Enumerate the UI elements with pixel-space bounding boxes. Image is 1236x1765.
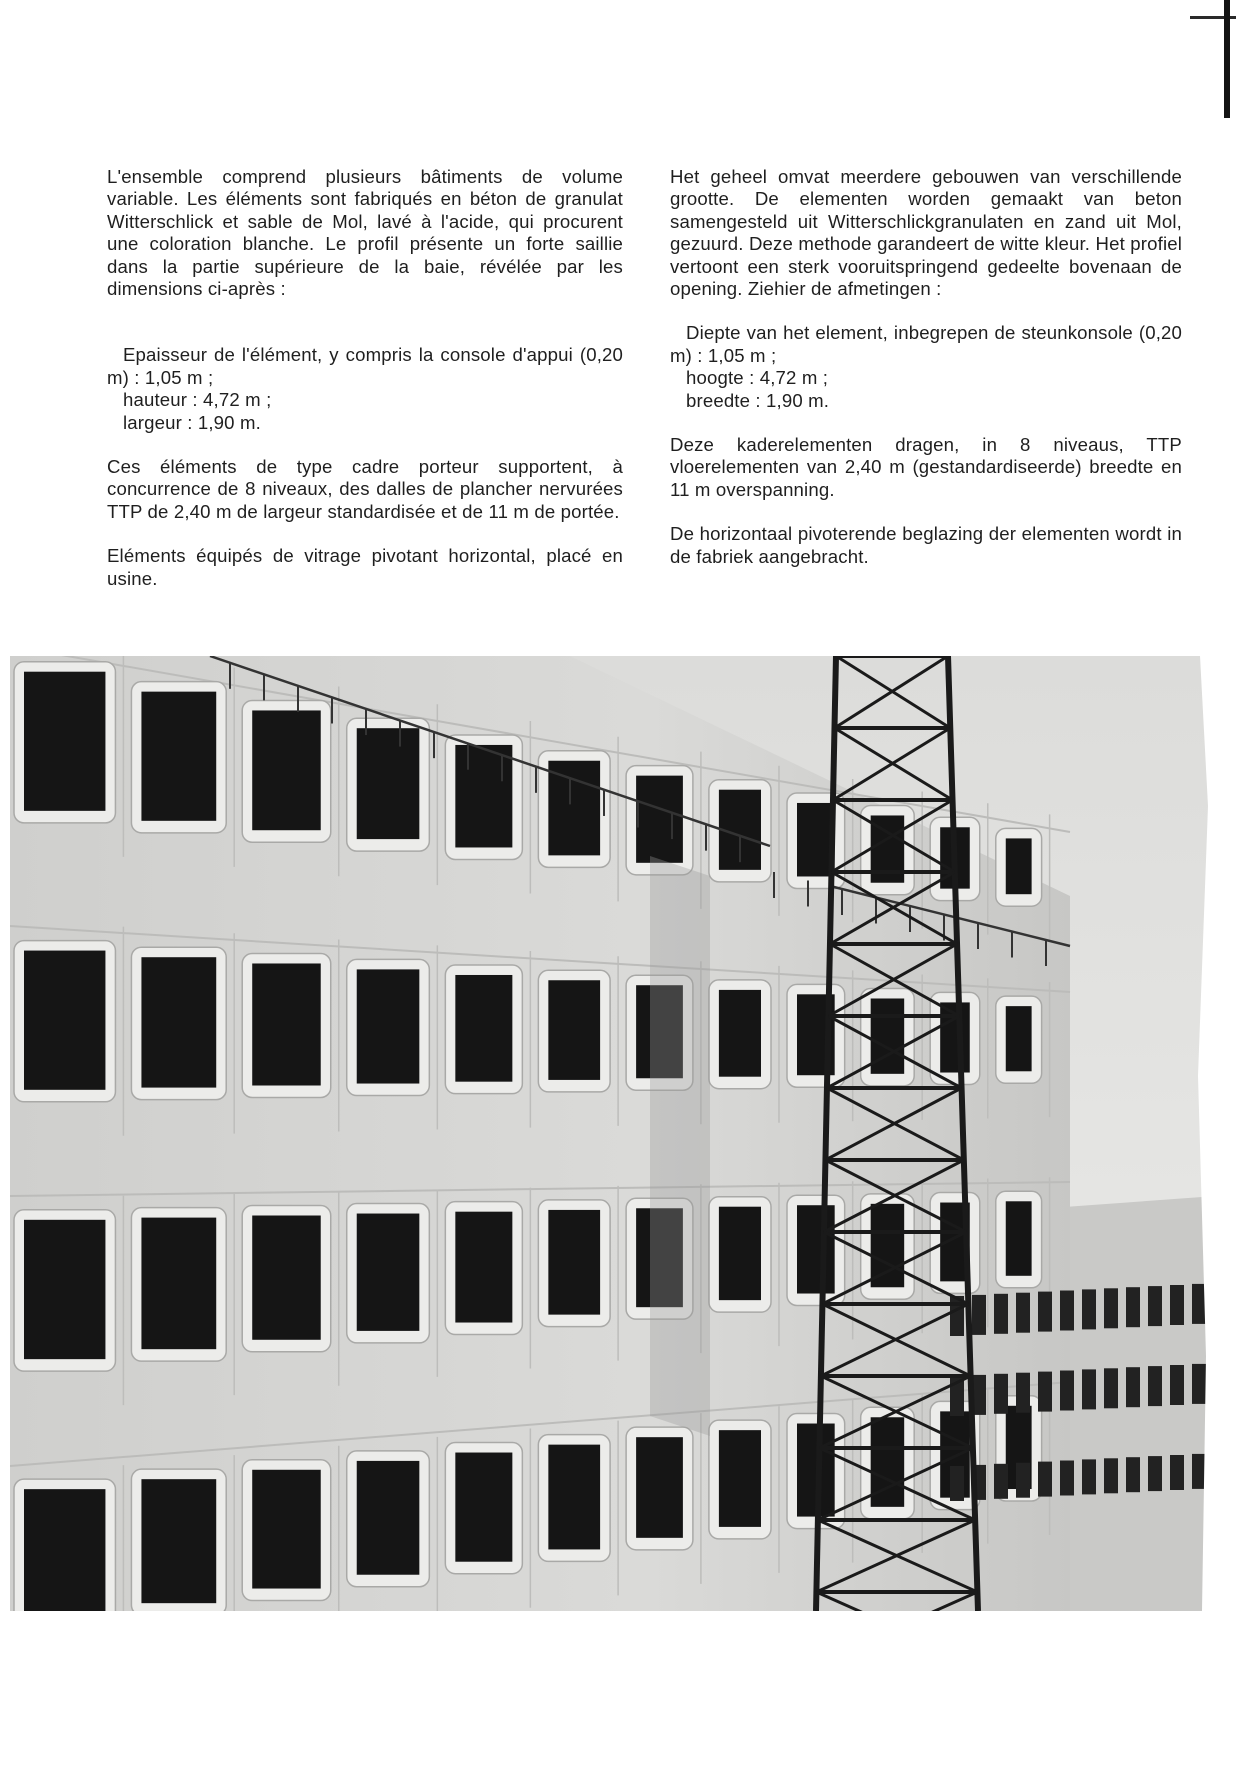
window-glass [1126, 1367, 1140, 1407]
window-glass [1006, 1201, 1032, 1276]
window-glass [252, 1216, 321, 1340]
window-glass [1016, 1463, 1030, 1498]
dutch-column [670, 166, 1182, 568]
window-glass [1170, 1365, 1184, 1405]
dutch-glazing: De horizontaal pivoterende beglazing der elementen wordt in de fabriek aangebracht. [670, 523, 1182, 567]
window-glass [1192, 1284, 1206, 1324]
window-glass [1060, 1461, 1074, 1496]
window-glass [1192, 1364, 1206, 1404]
window-glass [1060, 1371, 1074, 1411]
dutch-dimension-height: hoogte : 4,72 m ; [686, 367, 829, 389]
window-glass [1082, 1369, 1096, 1409]
window-glass [636, 1437, 683, 1538]
building-facade-photo [10, 656, 1216, 1611]
window-glass [1038, 1292, 1052, 1332]
window-glass [455, 1453, 512, 1562]
window-glass [972, 1295, 986, 1335]
window-glass [252, 963, 321, 1085]
window-glass [1148, 1456, 1162, 1491]
window-glass [1016, 1293, 1030, 1333]
window-glass [141, 1479, 216, 1603]
window-glass [1038, 1372, 1052, 1412]
window-glass [1082, 1459, 1096, 1494]
french-dimension-width: largeur : 1,90 m. [123, 411, 261, 433]
window-glass [719, 1207, 761, 1300]
window-glass [141, 692, 216, 821]
window-glass [719, 1430, 761, 1527]
french-dimension-depth: Epaisseur de l'élément, y compris la console d'appui (0,20 m) : 1,05 m ; [107, 344, 623, 388]
window-glass [141, 957, 216, 1087]
window-glass [24, 1220, 105, 1359]
window-glass [719, 990, 761, 1077]
window-glass [1170, 1455, 1184, 1490]
window-glass [252, 1470, 321, 1589]
window-glass [1016, 1373, 1030, 1413]
window-glass [24, 1489, 105, 1611]
window-glass [1148, 1286, 1162, 1326]
window-glass [1148, 1366, 1162, 1406]
window-glass [1192, 1454, 1206, 1489]
window-glass [1006, 838, 1032, 894]
dutch-structure: Deze kaderelementen dragen, in 8 niveaus, TTP vloerelementen van 2,40 m (gestandardiseerde) breedte en 11 m overspanning. [670, 434, 1182, 500]
window-glass [24, 672, 105, 811]
window-glass [252, 710, 321, 830]
window-glass [1060, 1291, 1074, 1331]
window-glass [1170, 1285, 1184, 1325]
window-glass [950, 1466, 964, 1501]
window-glass [1126, 1287, 1140, 1327]
window-glass [871, 1204, 905, 1287]
window-glass [548, 761, 600, 856]
window-glass [1104, 1458, 1118, 1493]
window-glass [548, 1210, 600, 1315]
window-glass [357, 728, 420, 839]
window-glass [994, 1294, 1008, 1334]
window-glass [24, 951, 105, 1090]
window-glass [141, 1218, 216, 1350]
french-dimension-height: hauteur : 4,72 m ; [123, 389, 272, 411]
window-glass [1006, 1006, 1032, 1071]
window-glass [1104, 1368, 1118, 1408]
french-glazing: Eléments équipés de vitrage pivotant horizontal, placé en usine. [107, 545, 623, 589]
window-glass [548, 980, 600, 1080]
window-glass [455, 745, 512, 848]
window-glass [1082, 1289, 1096, 1329]
window-glass [357, 1461, 420, 1575]
french-column [107, 166, 623, 590]
french-intro: L'ensemble comprend plusieurs bâtiments de volume variable. Les éléments sont fabriqués en béton de granulat Witterschlick et sable de Mol, lavé à l'acide, qui procurent une coloration blanche. Le profil présente un forte saillie dans la partie supérieure de la baie, révélée par les dimensions ci-après : [107, 166, 623, 300]
window-glass [455, 975, 512, 1082]
window-glass [636, 776, 683, 863]
window-glass [357, 969, 420, 1083]
page-edge-mark [1224, 0, 1230, 118]
window-glass [994, 1464, 1008, 1499]
dutch-dimension-depth: Diepte van het element, inbegrepen de steunkonsole (0,20 m) : 1,05 m ; [670, 322, 1182, 366]
window-glass [1104, 1288, 1118, 1328]
window-glass [357, 1214, 420, 1331]
french-structure: Ces éléments de type cadre porteur supportent, à concurrence de 8 niveaux, des dalles de plancher nervurées TTP de 2,40 m de largeur standardisée et de 11 m de portée. [107, 456, 623, 522]
dutch-dimension-width: breedte : 1,90 m. [686, 389, 830, 411]
crane-shadow [650, 856, 710, 1436]
window-glass [994, 1374, 1008, 1414]
window-glass [548, 1445, 600, 1550]
window-glass [1038, 1462, 1052, 1497]
window-glass [455, 1212, 512, 1323]
dutch-intro: Het geheel omvat meerdere gebouwen van verschillende grootte. De elementen worden gemaakt van beton samengesteld uit Witterschlickgranulaten en zand uit Mol, gezuurd. Deze methode garandeert de witte kleur. Het profiel vertoont een sterk vooruitspringend gedeelte bovenaan de opening. Ziehier de afmetingen : [670, 166, 1182, 300]
window-glass [1126, 1457, 1140, 1492]
window-glass [797, 1205, 835, 1293]
building-facade-photo-icon [10, 656, 1216, 1611]
